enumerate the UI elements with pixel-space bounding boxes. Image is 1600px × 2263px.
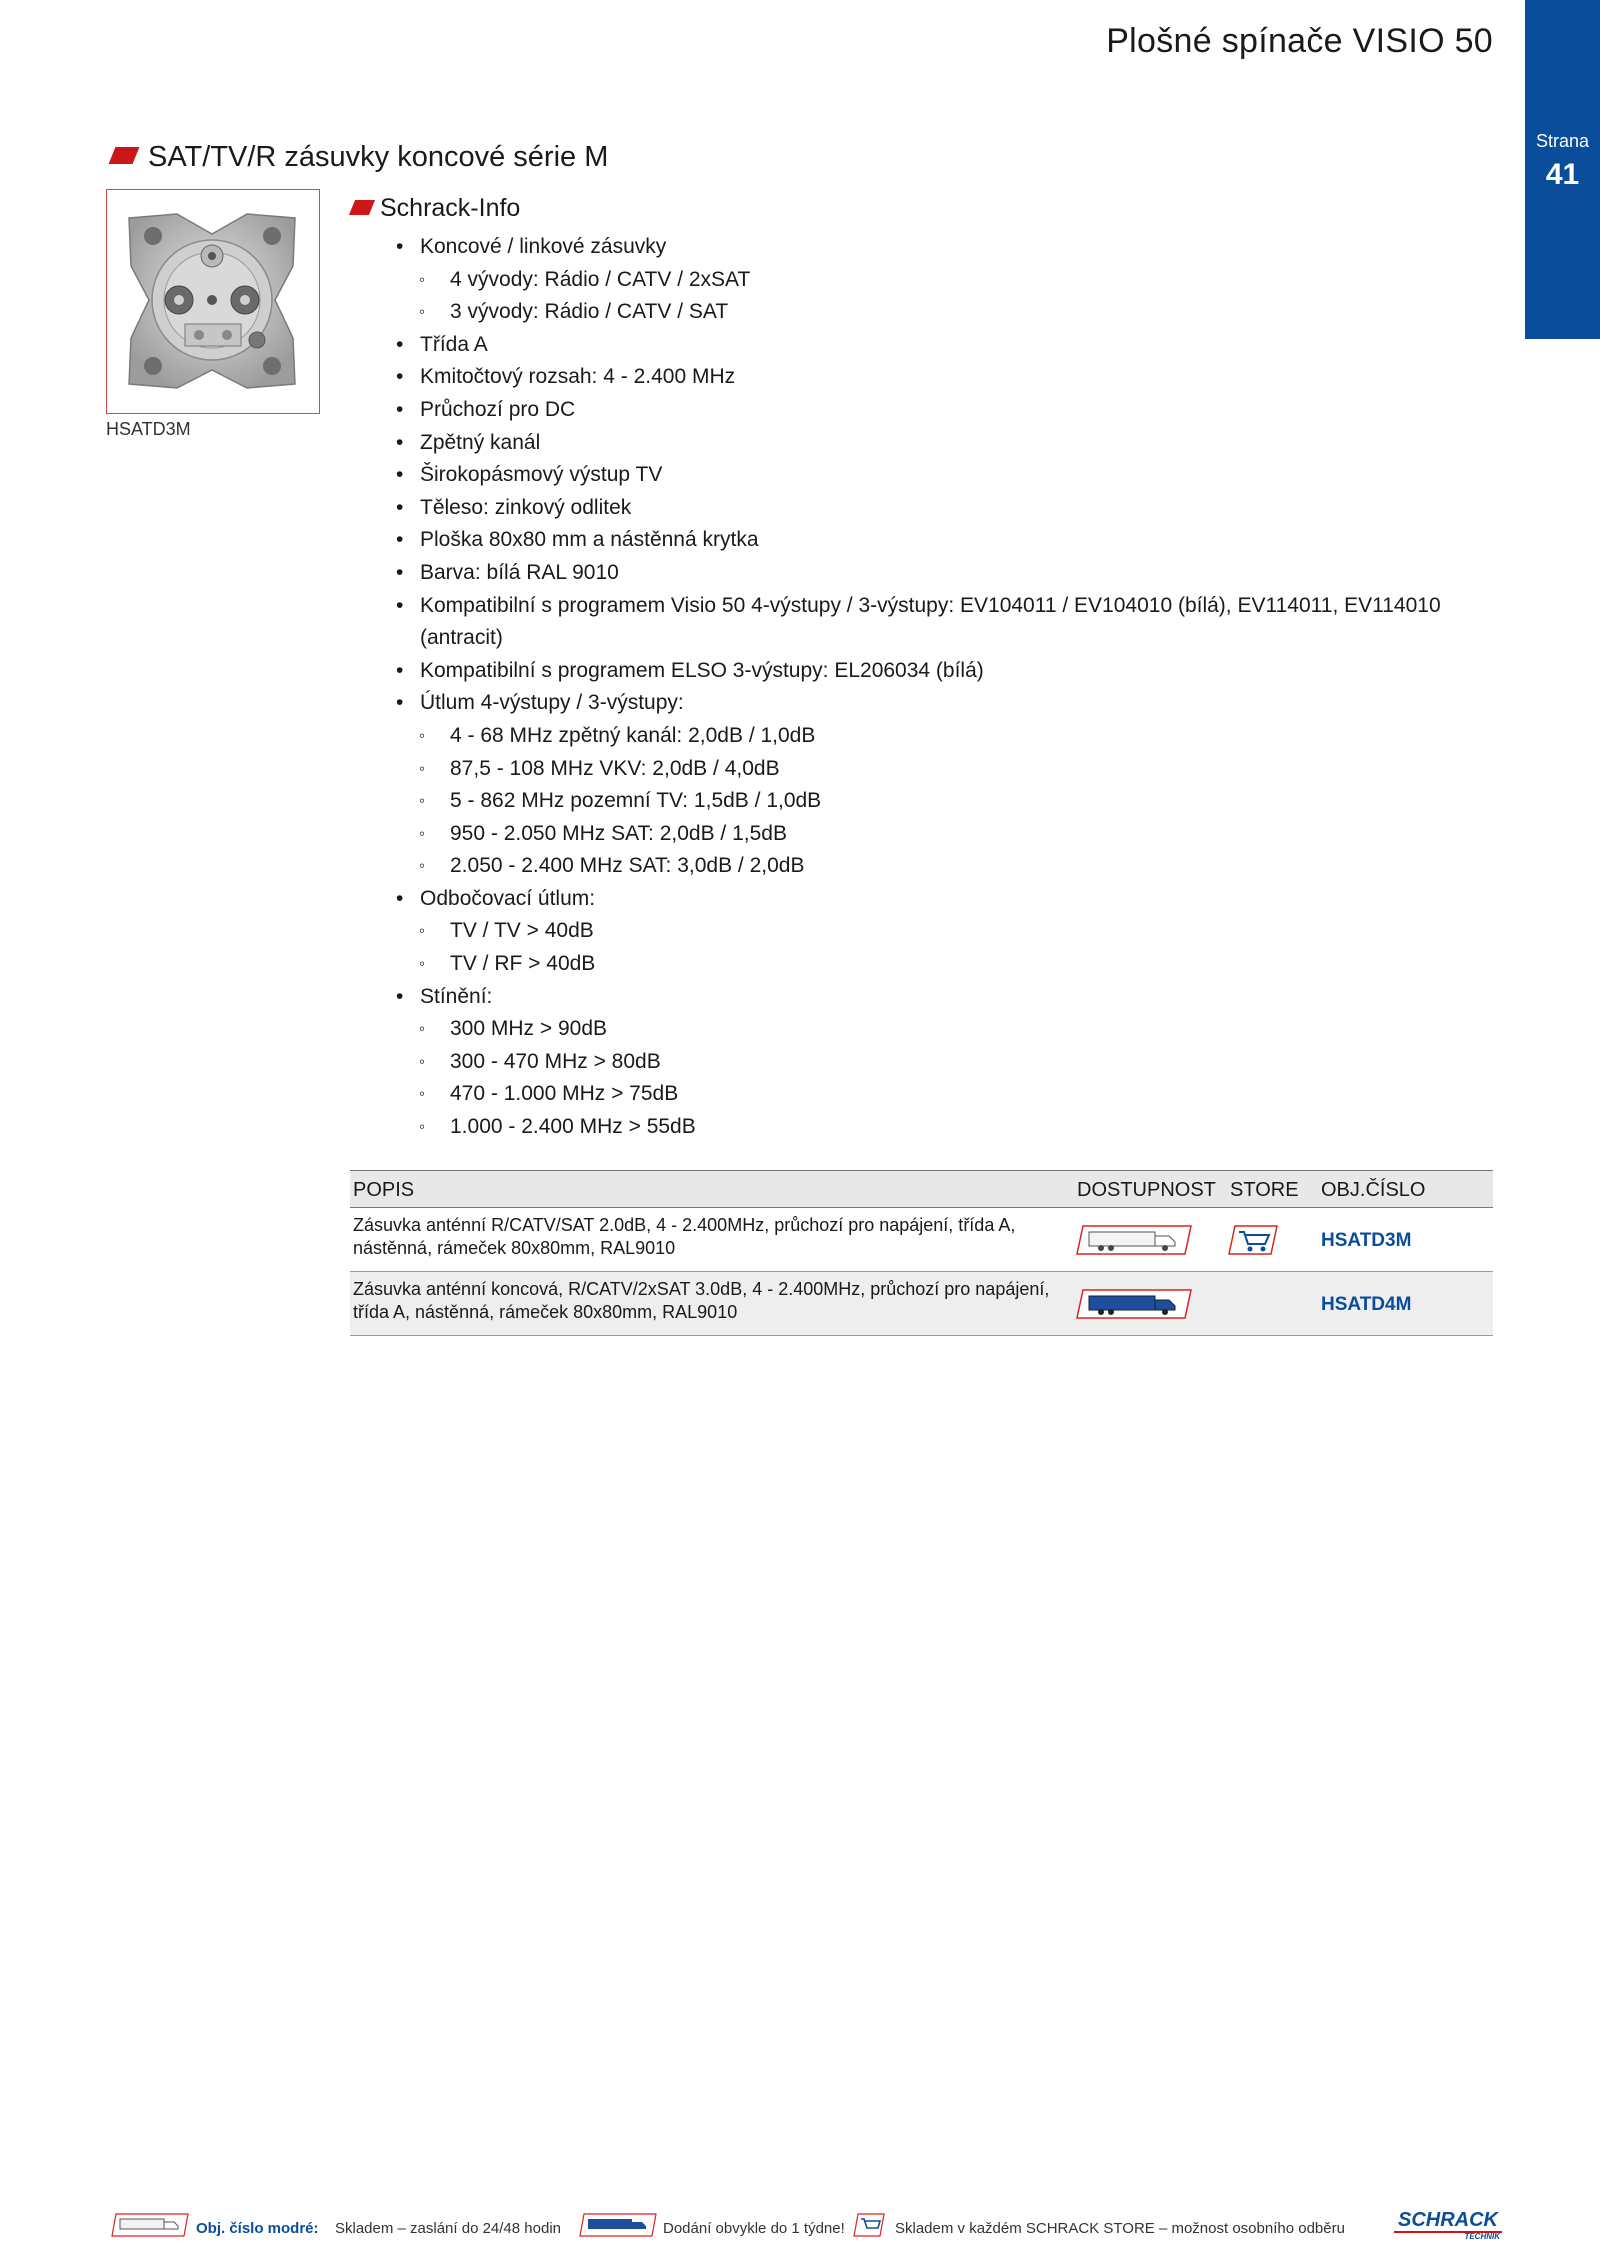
row-description: Zásuvka anténní R/CATV/SAT 2.0dB, 4 - 2.400MHz, průchozí pro napájení, třída A, nástěnná, rámeček 80x80mm, RAL9010 bbox=[353, 1215, 1016, 1258]
footer-legend-3: Skladem v každém SCHRACK STORE – možnost osobního odběru bbox=[895, 2220, 1345, 2237]
truck-blue-icon bbox=[1075, 1288, 1193, 1326]
product-code: HSATD3M bbox=[106, 419, 191, 439]
footer-truck-white-icon bbox=[110, 2212, 190, 2242]
spec-item: • Zpětný kanál bbox=[394, 427, 1474, 460]
spec-item: • Barva: bílá RAL 9010 bbox=[394, 557, 1474, 590]
row-order-number[interactable]: HSATD3M bbox=[1321, 1230, 1412, 1251]
spec-subitem: ◦ 4 vývody: Rádio / CATV / 2xSAT bbox=[394, 264, 1474, 297]
footer-legend-2: Dodání obvykle do 1 týdne! bbox=[663, 2220, 845, 2237]
header-order-number: OBJ.ČÍSLO bbox=[1321, 1179, 1426, 1201]
truck-white-icon bbox=[1075, 1224, 1193, 1262]
footer-truck-blue-icon bbox=[578, 2212, 658, 2242]
spec-list bbox=[394, 231, 1474, 1144]
spec-subitem: ◦ 5 - 862 MHz pozemní TV: 1,5dB / 1,0dB bbox=[394, 785, 1474, 818]
table-header bbox=[350, 1171, 1493, 1208]
section-title bbox=[112, 141, 608, 174]
page-number: 41 bbox=[1545, 158, 1580, 191]
spec-item: • Útlum 4-výstupy / 3-výstupy: bbox=[394, 687, 1474, 720]
row-description: Zásuvka anténní koncová, R/CATV/2xSAT 3.0dB, 4 - 2.400MHz, průchozí pro napájení, třída A, nástěnná, rámeček 80x80mm, RAL9010 bbox=[353, 1279, 1050, 1322]
page-header-title: Plošné spínače VISIO 50 bbox=[1106, 22, 1493, 60]
spec-item: • Odbočovací útlum: bbox=[394, 883, 1474, 916]
product-table bbox=[350, 1170, 1493, 1336]
footer-store-icon bbox=[852, 2212, 886, 2242]
spec-subitem: ◦ 470 - 1.000 MHz > 75dB bbox=[394, 1078, 1474, 1111]
spec-subitem: ◦ 950 - 2.050 MHz SAT: 2,0dB / 1,5dB bbox=[394, 818, 1474, 851]
spec-subitem: ◦ 300 MHz > 90dB bbox=[394, 1013, 1474, 1046]
spec-item: • Třída A bbox=[394, 329, 1474, 362]
info-title-text: Schrack-Info bbox=[380, 194, 521, 222]
spec-subitem: ◦ 4 - 68 MHz zpětný kanál: 2,0dB / 1,0dB bbox=[394, 720, 1474, 753]
spec-item: • Koncové / linkové zásuvky bbox=[394, 231, 1474, 264]
brand-name: SCHRACK bbox=[1398, 2209, 1498, 2231]
page-tab-label: Strana bbox=[1535, 131, 1590, 151]
spec-subitem: ◦ 300 - 470 MHz > 80dB bbox=[394, 1046, 1474, 1079]
spec-subitem: ◦ 1.000 - 2.400 MHz > 55dB bbox=[394, 1111, 1474, 1144]
spec-subitem: ◦ 3 vývody: Rádio / CATV / SAT bbox=[394, 296, 1474, 329]
header-availability: DOSTUPNOST bbox=[1077, 1179, 1216, 1201]
spec-item: • Ploška 80x80 mm a nástěnná krytka bbox=[394, 524, 1474, 557]
info-title bbox=[352, 194, 520, 223]
info-marker-icon bbox=[349, 200, 375, 215]
brand-sub: TECHNIK bbox=[1464, 2232, 1500, 2241]
spec-item: • Širokopásmový výstup TV bbox=[394, 459, 1474, 492]
table-row bbox=[350, 1208, 1493, 1272]
footer-legend bbox=[110, 2208, 1505, 2246]
spec-subitem: ◦ TV / RF > 40dB bbox=[394, 948, 1474, 981]
spec-item: • Kmitočtový rozsah: 4 - 2.400 MHz bbox=[394, 361, 1474, 394]
store-cart-icon bbox=[1227, 1224, 1279, 1262]
spec-item: • Kompatibilní s programem Visio 50 4-výstupy / 3-výstupy: EV104011 / EV104010 (bílá), EV114011, EV114010 (antracit) bbox=[394, 590, 1474, 655]
header-description: POPIS bbox=[353, 1179, 415, 1201]
footer-legend-1: Skladem – zaslání do 24/48 hodin bbox=[335, 2220, 561, 2237]
row-order-number[interactable]: HSATD4M bbox=[1321, 1294, 1412, 1315]
spec-item: • Kompatibilní s programem ELSO 3-výstupy: EL206034 (bílá) bbox=[394, 655, 1474, 688]
product-image bbox=[106, 189, 320, 414]
section-title-text: SAT/TV/R zásuvky koncové série M bbox=[148, 141, 609, 173]
spec-item: • Těleso: zinkový odlitek bbox=[394, 492, 1474, 525]
spec-subitem: ◦ TV / TV > 40dB bbox=[394, 915, 1474, 948]
header-store: STORE bbox=[1230, 1179, 1299, 1201]
table-row bbox=[350, 1272, 1493, 1336]
spec-subitem: ◦ 2.050 - 2.400 MHz SAT: 3,0dB / 2,0dB bbox=[394, 850, 1474, 883]
antenna-socket-illustration bbox=[107, 190, 318, 412]
page-number-tab bbox=[1525, 0, 1600, 339]
spec-item: • Průchozí pro DC bbox=[394, 394, 1474, 427]
schrack-logo bbox=[1390, 2206, 1508, 2242]
spec-item: • Stínění: bbox=[394, 981, 1474, 1014]
spec-subitem: ◦ 87,5 - 108 MHz VKV: 2,0dB / 4,0dB bbox=[394, 753, 1474, 786]
section-marker-icon bbox=[109, 147, 140, 164]
footer-legend-strong: Obj. číslo modré: bbox=[196, 2220, 319, 2237]
